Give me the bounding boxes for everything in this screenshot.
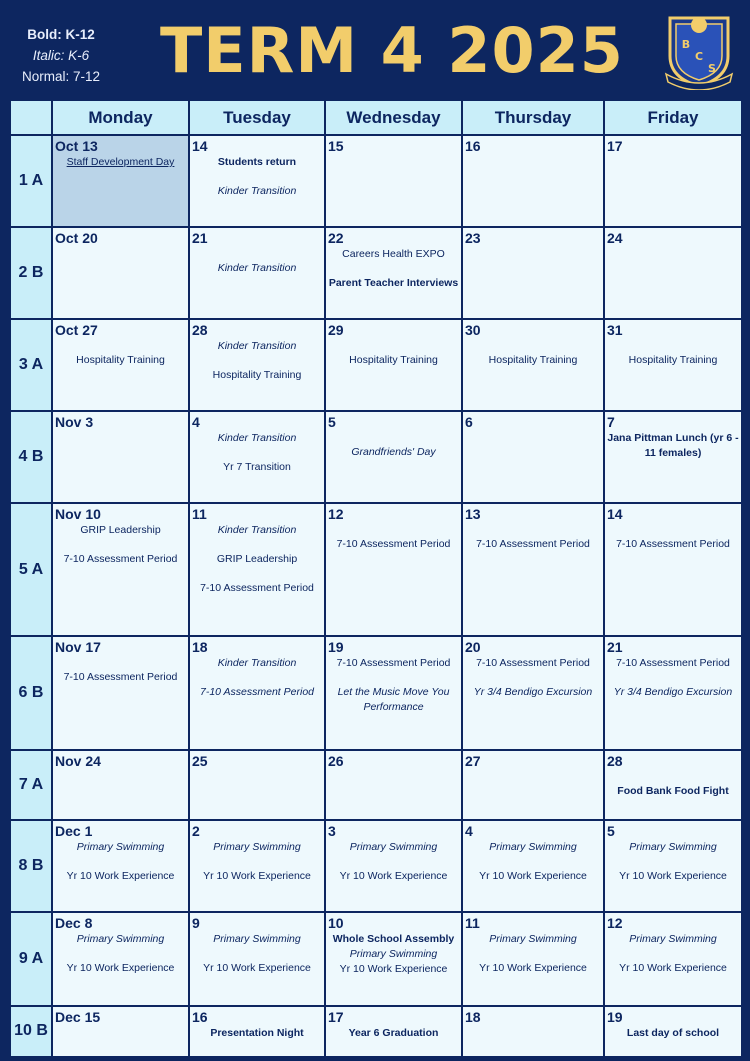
day-date: 15 <box>328 138 344 154</box>
event-spacer <box>192 170 322 184</box>
event-spacer <box>192 538 322 552</box>
event-item: 7-10 Assessment Period <box>336 657 451 670</box>
week-row <box>10 636 742 749</box>
event-item: Parent Teacher Interviews <box>328 277 459 290</box>
day-events <box>190 247 324 276</box>
day-date: 3 <box>328 823 336 840</box>
event-item: 7-10 Assessment Period <box>476 657 590 670</box>
event-item: 7-10 Assessment Period <box>616 657 730 670</box>
event-spacer <box>328 339 459 353</box>
day-date: 5 <box>328 414 336 431</box>
event-item: Grandfriends' Day <box>351 446 436 459</box>
event-item: Yr 10 Work Experience <box>203 870 311 883</box>
day-cell-wednesday <box>325 227 462 319</box>
day-date: 5 <box>607 823 615 840</box>
day-date: 31 <box>607 322 623 339</box>
event-spacer <box>465 339 601 353</box>
week-label: 1 A <box>10 135 52 227</box>
event-item: Kinder Transition <box>217 185 297 197</box>
day-cell-friday <box>604 503 742 636</box>
day-cell-wednesday <box>325 135 462 227</box>
day-events <box>463 840 603 884</box>
day-events <box>605 523 741 552</box>
day-cell-wednesday <box>325 820 462 912</box>
day-cell-monday <box>52 750 189 821</box>
day-cell-friday <box>604 135 742 227</box>
event-item: Yr 10 Work Experience <box>479 870 587 883</box>
day-cell-thursday <box>462 912 604 1005</box>
day-date: 4 <box>192 414 200 431</box>
day-date: Nov 3 <box>55 414 94 431</box>
week-row <box>10 227 742 319</box>
day-cell-thursday <box>462 820 604 912</box>
event-item: 7-10 Assessment Period <box>63 553 178 566</box>
day-date: 10 <box>328 915 344 932</box>
event-item: Yr 7 Transition <box>223 461 291 474</box>
event-item: Primary Swimming <box>76 841 165 854</box>
event-item: Yr 10 Work Experience <box>339 963 448 976</box>
event-item: 7-10 Assessment Period <box>63 671 178 684</box>
event-spacer <box>55 947 186 961</box>
day-date: 20 <box>465 639 481 656</box>
day-events <box>463 656 603 700</box>
day-cell-friday <box>604 750 742 821</box>
week-row <box>10 135 742 227</box>
day-date: Dec 15 <box>55 1008 101 1025</box>
day-events <box>190 1026 324 1041</box>
event-item: Yr 10 Work Experience <box>66 870 175 883</box>
legend-normal: Normal: 7-12 <box>22 69 101 84</box>
day-date: 23 <box>465 230 481 247</box>
day-cell-wednesday <box>325 912 462 1005</box>
day-cell-wednesday <box>325 503 462 636</box>
day-date: 11 <box>192 506 207 523</box>
header-monday: Monday <box>52 100 189 135</box>
day-events <box>190 840 324 884</box>
day-date: 12 <box>328 506 344 523</box>
event-spacer <box>192 247 322 261</box>
event-item: Kinder Transition <box>217 432 297 445</box>
event-item: Kinder Transition <box>217 262 297 275</box>
day-cell-monday <box>52 503 189 636</box>
day-cell-monday <box>52 636 189 749</box>
day-cell-thursday <box>462 503 604 636</box>
event-item: Kinder Transition <box>217 340 297 353</box>
day-date: 13 <box>465 506 481 523</box>
day-events <box>190 523 324 596</box>
day-cell-thursday <box>462 319 604 411</box>
day-events <box>53 656 188 685</box>
day-cell-friday <box>604 820 742 912</box>
day-events <box>605 339 741 368</box>
day-date: Oct 27 <box>55 322 98 339</box>
event-spacer <box>328 523 459 537</box>
event-item: Students return <box>217 156 297 168</box>
event-spacer <box>328 431 459 445</box>
event-item: Yr 3/4 Bendigo Excursion <box>473 686 593 699</box>
day-cell-tuesday <box>189 820 325 912</box>
legend-bold: Bold: K-12 <box>27 27 95 42</box>
event-item: Whole School Assembly <box>332 933 455 946</box>
event-item: Kinder Transition <box>217 657 297 670</box>
day-events <box>53 523 188 567</box>
day-cell-tuesday <box>189 1006 325 1057</box>
event-spacer <box>465 855 601 869</box>
day-cell-monday <box>52 319 189 411</box>
event-item: Primary Swimming <box>349 948 438 961</box>
day-events <box>605 770 741 799</box>
event-item: 7-10 Assessment Period <box>476 538 590 551</box>
day-date: 18 <box>192 639 208 656</box>
day-cell-friday <box>604 227 742 319</box>
event-spacer <box>607 770 739 784</box>
day-date: 19 <box>328 639 344 656</box>
day-date: 17 <box>607 138 623 154</box>
calendar-body <box>10 135 742 1057</box>
day-date: 28 <box>192 322 208 339</box>
week-label: 8 B <box>10 820 52 912</box>
day-cell-tuesday <box>189 912 325 1005</box>
day-date: 16 <box>465 138 481 154</box>
day-date: 6 <box>465 414 473 431</box>
event-spacer <box>192 671 322 685</box>
day-cell-thursday <box>462 750 604 821</box>
school-crest-icon <box>662 12 736 90</box>
day-date: 28 <box>607 752 623 769</box>
day-cell-wednesday <box>325 411 462 503</box>
header-corner <box>10 100 52 135</box>
event-spacer <box>192 855 322 869</box>
event-spacer <box>328 855 459 869</box>
term-calendar <box>9 99 743 1058</box>
day-cell-wednesday <box>325 1006 462 1057</box>
event-spacer <box>55 855 186 869</box>
event-spacer <box>607 671 739 685</box>
event-item: Yr 10 Work Experience <box>66 962 175 975</box>
day-cell-friday <box>604 319 742 411</box>
event-spacer <box>465 947 601 961</box>
event-spacer <box>192 947 322 961</box>
day-date: 19 <box>607 1008 623 1025</box>
day-cell-tuesday <box>189 636 325 749</box>
header-thursday: Thursday <box>462 100 604 135</box>
event-item: Hospitality Training <box>628 354 718 367</box>
week-label: 5 A <box>10 503 52 636</box>
event-item: Food Bank Food Fight <box>617 784 729 797</box>
day-events <box>605 431 741 461</box>
event-item: Primary Swimming <box>213 933 301 946</box>
day-cell-thursday <box>462 411 604 503</box>
day-events <box>326 247 461 291</box>
event-item: Primary Swimming <box>629 933 717 946</box>
day-events <box>190 431 324 475</box>
event-item: Primary Swimming <box>213 841 301 854</box>
day-events <box>326 932 461 977</box>
event-item: Primary Swimming <box>349 841 438 854</box>
day-date: 25 <box>192 752 208 769</box>
week-label: 7 A <box>10 750 52 821</box>
day-cell-wednesday <box>325 636 462 749</box>
week-row <box>10 912 742 1005</box>
day-events <box>190 155 324 199</box>
event-spacer <box>55 538 186 552</box>
event-item: Hospitality Training <box>349 354 438 367</box>
event-item: Hospitality Training <box>76 354 165 367</box>
day-events <box>326 656 461 715</box>
event-item: Let the Music Move You Performance <box>337 686 450 714</box>
week-label: 4 B <box>10 411 52 503</box>
day-cell-wednesday <box>325 750 462 821</box>
day-date: 12 <box>607 915 623 932</box>
day-events <box>463 523 603 552</box>
event-item: Presentation Night <box>210 1026 304 1039</box>
day-cell-thursday <box>462 636 604 749</box>
day-events <box>605 1026 741 1041</box>
week-label: 10 B <box>10 1006 52 1057</box>
week-label: 9 A <box>10 912 52 1005</box>
event-item: Primary Swimming <box>489 933 577 946</box>
day-date: 4 <box>465 823 473 840</box>
crest-letter-b: B <box>681 38 691 51</box>
day-cell-monday <box>52 411 189 503</box>
event-item: Hospitality Training <box>212 369 302 382</box>
day-cell-tuesday <box>189 503 325 636</box>
day-cell-thursday <box>462 1006 604 1057</box>
weekday-header-row <box>10 100 742 135</box>
day-date: Oct 20 <box>55 230 98 247</box>
event-spacer <box>192 354 322 368</box>
event-item: Primary Swimming <box>629 841 717 854</box>
legend <box>22 24 100 87</box>
event-item: 7-10 Assessment Period <box>200 582 314 595</box>
event-item: Yr 10 Work Experience <box>619 962 727 975</box>
day-events <box>463 339 603 368</box>
day-date: 11 <box>465 915 480 932</box>
header-tuesday: Tuesday <box>189 100 325 135</box>
event-item: Kinder Transition <box>217 524 297 537</box>
day-date: 21 <box>192 230 208 247</box>
day-date: Oct 13 <box>55 138 98 154</box>
day-date: Nov 24 <box>55 752 101 769</box>
event-item: Yr 3/4 Bendigo Excursion <box>613 686 733 699</box>
day-date: Nov 10 <box>55 506 101 523</box>
day-date: 16 <box>192 1008 208 1025</box>
crest-letter-c: C <box>694 50 704 63</box>
event-spacer <box>607 855 739 869</box>
event-spacer <box>607 523 739 537</box>
day-date: 30 <box>465 322 481 339</box>
day-events <box>463 932 603 976</box>
day-cell-thursday <box>462 135 604 227</box>
week-row <box>10 411 742 503</box>
event-item: 7-10 Assessment Period <box>336 538 451 551</box>
day-events <box>190 339 324 383</box>
week-row <box>10 820 742 912</box>
event-spacer <box>192 567 322 581</box>
week-label: 6 B <box>10 636 52 749</box>
event-spacer <box>328 671 459 685</box>
day-date: 24 <box>607 230 623 247</box>
week-row <box>10 750 742 821</box>
day-date: 27 <box>465 752 481 769</box>
week-row <box>10 503 742 636</box>
day-events <box>605 932 741 976</box>
event-item: Yr 10 Work Experience <box>339 870 448 883</box>
event-item: Careers Health EXPO <box>342 248 445 261</box>
event-item: 7-10 Assessment Period <box>200 686 314 699</box>
day-events <box>53 155 188 170</box>
day-events <box>53 840 188 884</box>
day-date: 29 <box>328 322 344 339</box>
event-link[interactable]: Staff Development Day <box>66 156 175 168</box>
day-cell-friday <box>604 411 742 503</box>
day-date: 17 <box>328 1008 344 1025</box>
day-cell-thursday <box>462 227 604 319</box>
day-date: 21 <box>607 639 623 656</box>
day-date: 14 <box>192 138 208 154</box>
event-item: Yr 10 Work Experience <box>619 870 727 883</box>
event-item: Last day of school <box>626 1026 720 1039</box>
event-spacer <box>55 339 186 353</box>
day-events <box>326 523 461 552</box>
event-item: Hospitality Training <box>488 354 578 367</box>
day-events <box>190 932 324 976</box>
day-cell-monday <box>52 227 189 319</box>
event-spacer <box>465 523 601 537</box>
day-cell-monday <box>52 912 189 1005</box>
day-cell-monday <box>52 135 189 227</box>
event-spacer <box>465 671 601 685</box>
event-item: Yr 10 Work Experience <box>479 962 587 975</box>
day-date: 26 <box>328 752 344 769</box>
event-spacer <box>328 262 459 276</box>
day-events <box>605 656 741 700</box>
day-date: 22 <box>328 230 344 247</box>
day-date: 2 <box>192 823 200 840</box>
header-wednesday: Wednesday <box>325 100 462 135</box>
day-cell-friday <box>604 1006 742 1057</box>
day-date: Nov 17 <box>55 639 101 656</box>
day-events <box>326 339 461 368</box>
day-events <box>326 1026 461 1041</box>
day-events <box>326 840 461 884</box>
day-cell-tuesday <box>189 135 325 227</box>
event-spacer <box>55 656 186 670</box>
day-cell-wednesday <box>325 319 462 411</box>
week-row <box>10 1006 742 1057</box>
day-cell-friday <box>604 912 742 1005</box>
day-cell-monday <box>52 1006 189 1057</box>
event-item: GRIP Leadership <box>80 524 161 537</box>
event-item: Primary Swimming <box>489 841 577 854</box>
event-item: Primary Swimming <box>76 933 165 946</box>
day-date: Dec 8 <box>55 915 93 932</box>
day-date: 18 <box>465 1008 481 1025</box>
legend-italic: Italic: K-6 <box>32 48 90 63</box>
day-date: 7 <box>607 414 615 431</box>
event-item: Jana Pittman Lunch (yr 6 - 11 females) <box>607 432 739 460</box>
day-date: 9 <box>192 915 200 932</box>
day-cell-tuesday <box>189 227 325 319</box>
day-cell-friday <box>604 636 742 749</box>
week-label: 2 B <box>10 227 52 319</box>
crest-letter-s: S <box>708 62 716 75</box>
day-cell-tuesday <box>189 319 325 411</box>
event-spacer <box>607 339 739 353</box>
event-item: 7-10 Assessment Period <box>616 538 730 551</box>
event-item: Year 6 Graduation <box>348 1026 439 1039</box>
day-cell-tuesday <box>189 750 325 821</box>
day-date: Dec 1 <box>55 823 93 840</box>
day-date: 14 <box>607 506 623 523</box>
day-events <box>53 932 188 976</box>
day-events <box>326 431 461 460</box>
page-title: TERM 4 2025 <box>160 14 624 87</box>
day-events <box>605 840 741 884</box>
week-label: 3 A <box>10 319 52 411</box>
day-cell-monday <box>52 820 189 912</box>
event-spacer <box>192 446 322 460</box>
event-spacer <box>607 947 739 961</box>
event-item: Yr 10 Work Experience <box>203 962 311 975</box>
event-item: GRIP Leadership <box>216 553 298 566</box>
week-row <box>10 319 742 411</box>
day-events <box>53 339 188 368</box>
header-friday: Friday <box>604 100 742 135</box>
day-events <box>190 656 324 700</box>
day-cell-tuesday <box>189 411 325 503</box>
